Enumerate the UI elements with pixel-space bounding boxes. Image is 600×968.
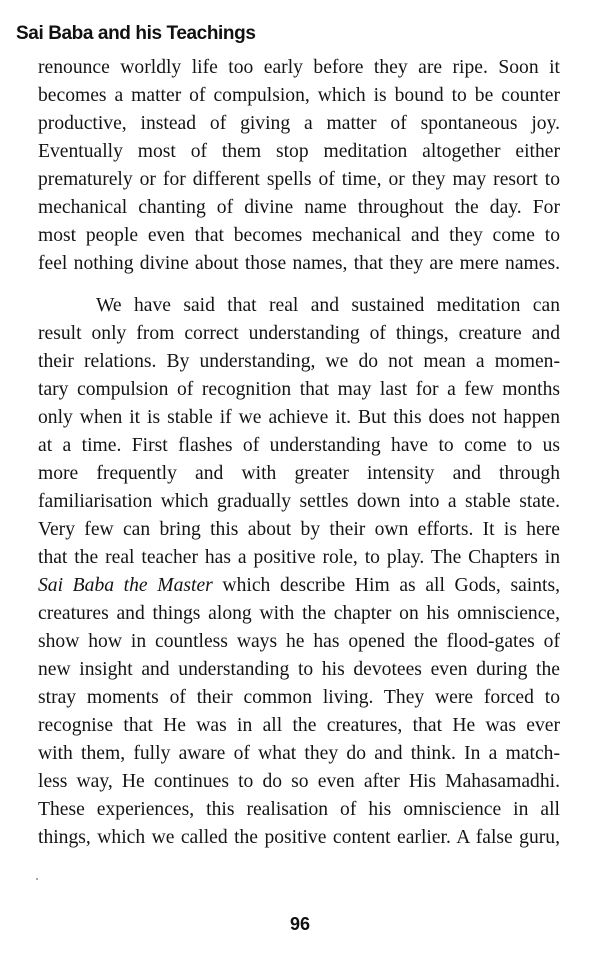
text-line: at a time. First flashes of understanding have to come to us <box>38 435 560 456</box>
page-number: 96 <box>289 914 311 934</box>
text-line: familiarisation which gradually settles down into a stable state. <box>38 491 560 512</box>
text-line: less way, He continues to do so even after His Mahasamadhi. <box>38 771 560 792</box>
text-line: We have said that real and sustained meditation can <box>96 295 560 316</box>
text-line: These experiences, this realisation of his omniscience in all <box>38 799 560 820</box>
paragraph-2 <box>38 292 560 852</box>
text-line: prematurely or for different spells of time, or they may resort to <box>38 169 560 190</box>
text-line: new insight and understanding to his devotees even during the <box>38 659 560 680</box>
text-line: only when it is stable if we achieve it. But this does not happen <box>38 407 560 428</box>
text-line: show how in countless ways he has opened the flood-gates of <box>38 631 560 652</box>
book-title: Sai Baba the Master <box>38 575 213 596</box>
paragraph-gap <box>38 278 560 292</box>
text-line: mechanical chanting of divine name throughout the day. For <box>38 197 560 218</box>
text-line: things, which we called the positive content earlier. A false guru, <box>38 827 560 848</box>
text-line: productive, instead of giving a matter of spontaneous joy. <box>38 113 560 134</box>
text-line: more frequently and with greater intensity and through <box>38 463 560 484</box>
running-header: Sai Baba and his Teachings <box>16 23 256 44</box>
text-line: that the real teacher has a positive role, to play. The Chapters in <box>38 547 560 568</box>
text-line: Eventually most of them stop meditation altogether either <box>38 141 560 162</box>
text-line: result only from correct understanding of things, creature and <box>38 323 560 344</box>
paragraph-1 <box>38 54 560 278</box>
text-line: tary compulsion of recognition that may last for a few months <box>38 379 560 400</box>
body-text <box>38 54 560 852</box>
text-line: feel nothing divine about those names, that they are mere names. <box>38 253 560 274</box>
text-line: most people even that becomes mechanical and they come to <box>38 225 560 246</box>
text-line-with-book-title <box>38 572 560 600</box>
text-line: their relations. By understanding, we do not mean a momen- <box>38 351 560 372</box>
text-line: recognise that He was in all the creatures, that He was ever <box>38 715 560 736</box>
print-speck <box>36 878 38 880</box>
text-line: Very few can bring this about by their own efforts. It is here <box>38 519 560 540</box>
text-line: with them, fully aware of what they do and think. In a match- <box>38 743 560 764</box>
text-line-rest: which describe Him as all Gods, saints, <box>212 575 560 596</box>
text-line: becomes a matter of compulsion, which is bound to be counter <box>38 85 560 106</box>
text-line: stray moments of their common living. They were forced to <box>38 687 560 708</box>
text-line: creatures and things along with the chapter on his omniscience, <box>38 603 560 624</box>
text-line: renounce worldly life too early before they are ripe. Soon it <box>38 57 560 78</box>
